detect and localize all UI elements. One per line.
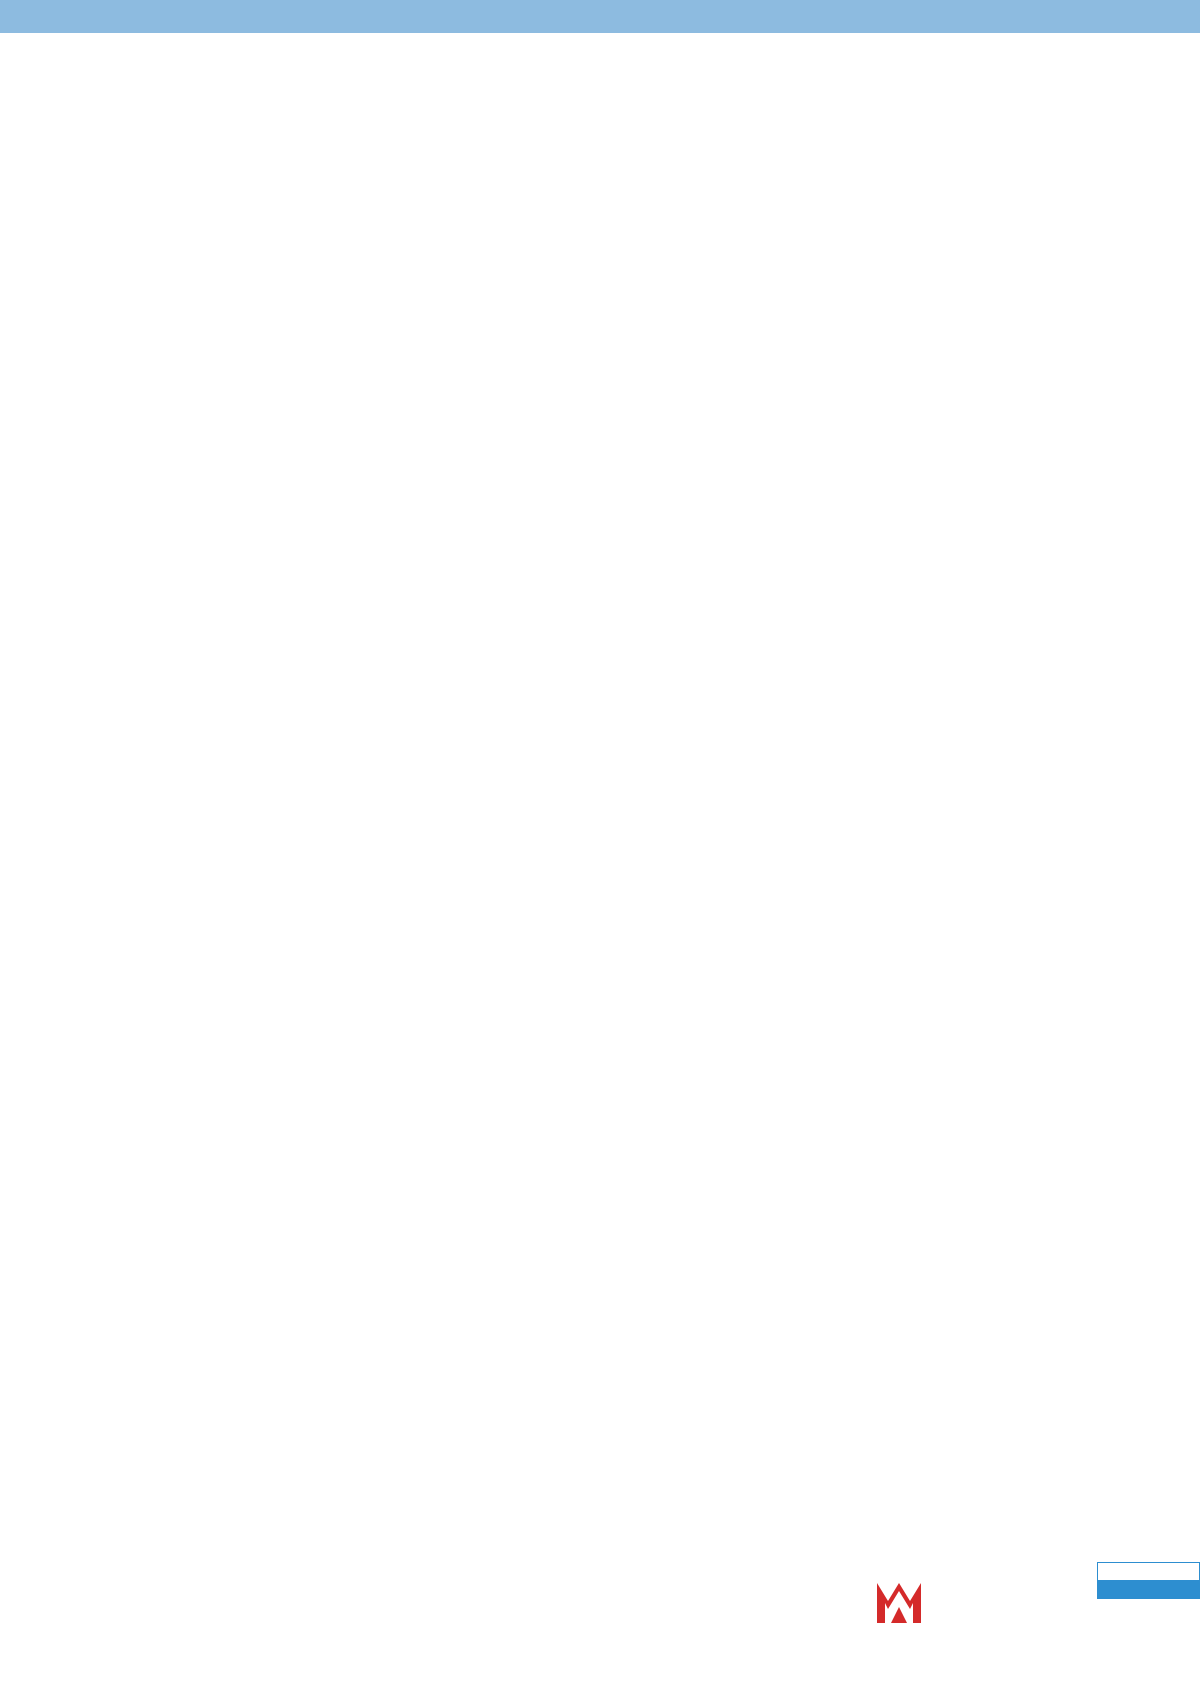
section-label: [1097, 1581, 1200, 1599]
top-color-band: [0, 0, 1200, 33]
page-title: [128, 108, 138, 136]
standard-label: [1097, 1562, 1200, 1581]
yamawa-logo: [877, 1576, 1075, 1624]
page-tag: [1097, 1562, 1200, 1603]
yamawa-mark-icon: [877, 1579, 921, 1623]
page-number: [1097, 1599, 1200, 1603]
